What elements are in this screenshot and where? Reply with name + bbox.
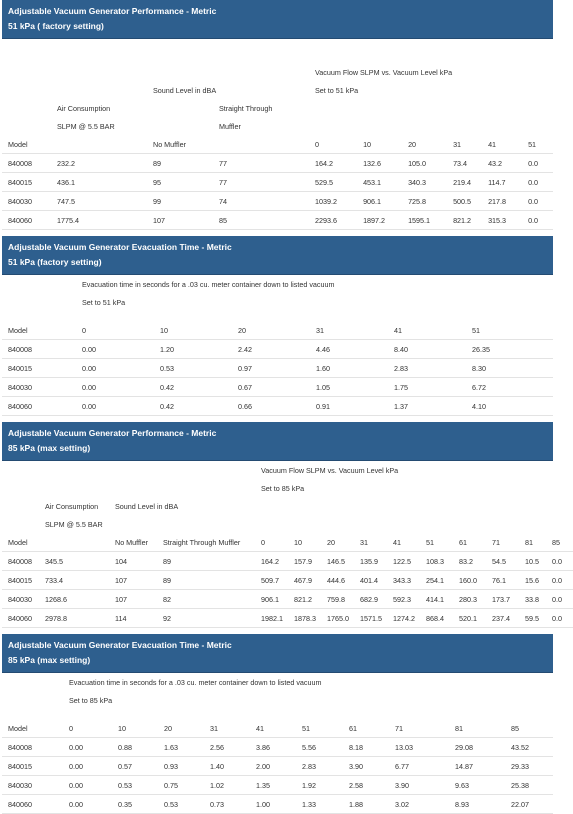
value-cell: 0.0 — [546, 571, 573, 590]
value-cell: 444.6 — [321, 571, 354, 590]
value-cell: 1765.0 — [321, 609, 354, 628]
value-cell: 13.03 — [389, 738, 449, 757]
level-header: 51 — [426, 537, 434, 547]
value-cell: 1.02 — [204, 776, 250, 795]
section-subtitle: 51 kPa (factory setting) — [8, 257, 102, 267]
level-header: 0 — [315, 139, 319, 149]
value-cell: 343.3 — [387, 571, 420, 590]
value-cell: 59.5 — [519, 609, 546, 628]
no-muffler-cell: 95 — [147, 173, 213, 192]
value-cell: 2.58 — [343, 776, 389, 795]
model-cell: 840060 — [2, 211, 51, 230]
value-cell: 906.1 — [357, 192, 402, 211]
level-header: 41 — [256, 723, 264, 733]
value-cell: 1.20 — [154, 340, 232, 359]
section-header — [2, 236, 553, 275]
value-cell: 132.6 — [357, 154, 402, 173]
table-row — [2, 397, 553, 416]
model-cell: 840008 — [2, 154, 51, 173]
value-cell: 592.3 — [387, 590, 420, 609]
air-consumption-header: Air Consumption — [45, 501, 99, 511]
value-cell: 217.8 — [482, 192, 522, 211]
air-cell: 436.1 — [51, 173, 147, 192]
table-row — [2, 738, 553, 757]
value-cell: 0.91 — [310, 397, 388, 416]
value-cell: 1.75 — [388, 378, 466, 397]
level-header: 31 — [360, 537, 368, 547]
value-cell: 6.72 — [466, 378, 553, 397]
value-cell: 43.2 — [482, 154, 522, 173]
straight-cell: 89 — [157, 552, 255, 571]
section-header — [2, 0, 553, 39]
value-cell: 0.0 — [546, 609, 573, 628]
value-cell: 0.57 — [112, 757, 158, 776]
value-cell: 3.86 — [250, 738, 296, 757]
value-cell: 1.00 — [250, 795, 296, 814]
value-cell: 1878.3 — [288, 609, 321, 628]
level-header: 10 — [363, 139, 372, 149]
no-muffler-cell: 89 — [147, 154, 213, 173]
level-header: 10 — [294, 537, 302, 547]
value-cell: 135.9 — [354, 552, 387, 571]
level-header: 10 — [118, 723, 126, 733]
straight-through-header: Straight Through — [219, 103, 273, 113]
air-consumption-unit: SLPM @ 5.5 BAR — [45, 519, 103, 529]
value-cell: 0.73 — [204, 795, 250, 814]
value-cell: 76.1 — [486, 571, 519, 590]
value-cell: 1571.5 — [354, 609, 387, 628]
model-cell: 840030 — [2, 776, 63, 795]
straight-cell: 77 — [213, 173, 309, 192]
value-cell: 509.7 — [255, 571, 288, 590]
value-cell: 254.1 — [420, 571, 453, 590]
value-cell: 29.33 — [505, 757, 553, 776]
straight-through-header-2: Muffler — [219, 121, 241, 131]
value-cell: 1.88 — [343, 795, 389, 814]
no-muffler-header: No Muffler — [115, 537, 149, 547]
level-header: 51 — [472, 325, 480, 335]
value-cell: 2.42 — [232, 340, 310, 359]
value-cell: 2.83 — [296, 757, 343, 776]
value-cell: 15.6 — [519, 571, 546, 590]
evacuation-85-table — [2, 673, 553, 814]
value-cell: 453.1 — [357, 173, 402, 192]
performance-85-table — [2, 461, 573, 628]
value-cell: 3.90 — [343, 757, 389, 776]
value-cell: 1039.2 — [309, 192, 357, 211]
level-header: 71 — [395, 723, 403, 733]
level-header: 31 — [453, 139, 462, 149]
section-subtitle: 85 kPa (max setting) — [8, 655, 91, 665]
flow-subheader: Set to 51 kPa — [315, 85, 359, 95]
level-header: 0 — [261, 537, 265, 547]
value-cell: 219.4 — [447, 173, 482, 192]
level-header: 20 — [408, 139, 417, 149]
air-cell: 1775.4 — [51, 211, 147, 230]
value-cell: 0.93 — [158, 757, 204, 776]
level-header: 31 — [210, 723, 218, 733]
value-cell: 682.9 — [354, 590, 387, 609]
air-cell: 733.4 — [39, 571, 109, 590]
straight-cell: 92 — [157, 609, 255, 628]
model-cell: 840015 — [2, 173, 51, 192]
section-title: Adjustable Vacuum Generator Evacuation Time - Metric — [8, 242, 232, 252]
section-title: Adjustable Vacuum Generator Performance - Metric — [8, 6, 217, 16]
value-cell: 280.3 — [453, 590, 486, 609]
value-cell: 122.5 — [387, 552, 420, 571]
table-row — [2, 378, 553, 397]
table-row — [2, 211, 553, 230]
model-cell: 840030 — [2, 590, 39, 609]
no-muffler-header: No Muffler — [153, 139, 187, 149]
value-cell: 0.53 — [154, 359, 232, 378]
table-row — [2, 776, 553, 795]
value-cell: 520.1 — [453, 609, 486, 628]
value-cell: 821.2 — [447, 211, 482, 230]
level-header: 20 — [164, 723, 172, 733]
model-cell: 840008 — [2, 340, 76, 359]
value-cell: 54.5 — [486, 552, 519, 571]
no-muffler-cell: 104 — [109, 552, 157, 571]
value-cell: 43.52 — [505, 738, 553, 757]
value-cell: 0.00 — [76, 397, 154, 416]
value-cell: 14.87 — [449, 757, 505, 776]
value-cell: 0.0 — [522, 211, 553, 230]
value-cell: 83.2 — [453, 552, 486, 571]
value-cell: 237.4 — [486, 609, 519, 628]
value-cell: 1982.1 — [255, 609, 288, 628]
flow-subheader: Set to 85 kPa — [261, 483, 305, 493]
value-cell: 2.00 — [250, 757, 296, 776]
straight-cell: 85 — [213, 211, 309, 230]
value-cell: 0.53 — [158, 795, 204, 814]
value-cell: 9.63 — [449, 776, 505, 795]
evacuation-description: Evacuation time in seconds for a .03 cu. meter container down to listed vacuum — [82, 279, 335, 289]
value-cell: 3.90 — [389, 776, 449, 795]
air-consumption-header: Air Consumption — [57, 103, 111, 113]
value-cell: 467.9 — [288, 571, 321, 590]
value-cell: 26.35 — [466, 340, 553, 359]
table-row — [2, 590, 573, 609]
value-cell: 401.4 — [354, 571, 387, 590]
section-header — [2, 634, 553, 673]
model-header: Model — [8, 537, 28, 547]
value-cell: 8.93 — [449, 795, 505, 814]
section-title: Adjustable Vacuum Generator Performance - Metric — [8, 428, 217, 438]
level-header: 85 — [552, 537, 560, 547]
value-cell: 0.97 — [232, 359, 310, 378]
model-header: Model — [8, 325, 28, 335]
value-cell: 1.60 — [310, 359, 388, 378]
value-cell: 114.7 — [482, 173, 522, 192]
value-cell: 0.0 — [522, 192, 553, 211]
value-cell: 2.83 — [388, 359, 466, 378]
flow-group-header: Vacuum Flow SLPM vs. Vacuum Level kPa — [315, 67, 453, 77]
level-header: 20 — [238, 325, 246, 335]
table-row — [2, 340, 553, 359]
value-cell: 29.08 — [449, 738, 505, 757]
evacuation-85-section — [2, 634, 553, 814]
model-cell: 840030 — [2, 192, 51, 211]
table-row — [2, 192, 553, 211]
model-cell: 840060 — [2, 397, 76, 416]
value-cell: 0.00 — [63, 738, 112, 757]
value-cell: 0.66 — [232, 397, 310, 416]
value-cell: 0.0 — [546, 552, 573, 571]
evacuation-51-section — [2, 236, 553, 416]
straight-cell: 77 — [213, 154, 309, 173]
model-cell: 840030 — [2, 378, 76, 397]
air-cell: 747.5 — [51, 192, 147, 211]
no-muffler-cell: 114 — [109, 609, 157, 628]
level-header: 10 — [160, 325, 168, 335]
model-cell: 840060 — [2, 609, 39, 628]
level-header: 81 — [525, 537, 533, 547]
level-header: 41 — [394, 325, 402, 335]
evacuation-subheader: Set to 85 kPa — [69, 695, 113, 705]
table-row — [2, 173, 553, 192]
value-cell: 6.77 — [389, 757, 449, 776]
value-cell: 0.42 — [154, 378, 232, 397]
value-cell: 105.0 — [402, 154, 447, 173]
value-cell: 4.10 — [466, 397, 553, 416]
value-cell: 1.40 — [204, 757, 250, 776]
value-cell: 25.38 — [505, 776, 553, 795]
performance-85-section — [2, 422, 562, 628]
flow-group-header: Vacuum Flow SLPM vs. Vacuum Level kPa — [261, 465, 399, 475]
section-subtitle: 51 kPa ( factory setting) — [8, 21, 104, 31]
value-cell: 0.0 — [522, 154, 553, 173]
evacuation-51-table — [2, 275, 553, 416]
value-cell: 0.67 — [232, 378, 310, 397]
value-cell: 0.35 — [112, 795, 158, 814]
table-row — [2, 757, 553, 776]
level-header: 71 — [492, 537, 500, 547]
model-cell: 840015 — [2, 757, 63, 776]
value-cell: 5.56 — [296, 738, 343, 757]
sound-group-header: Sound Level in dBA — [115, 501, 179, 511]
value-cell: 33.8 — [519, 590, 546, 609]
value-cell: 164.2 — [309, 154, 357, 173]
value-cell: 160.0 — [453, 571, 486, 590]
no-muffler-cell: 107 — [147, 211, 213, 230]
value-cell: 1.63 — [158, 738, 204, 757]
value-cell: 1274.2 — [387, 609, 420, 628]
straight-cell: 82 — [157, 590, 255, 609]
performance-51-table — [2, 39, 553, 230]
value-cell: 73.4 — [447, 154, 482, 173]
evacuation-description: Evacuation time in seconds for a .03 cu. meter container down to listed vacuum — [69, 677, 322, 687]
value-cell: 821.2 — [288, 590, 321, 609]
value-cell: 22.07 — [505, 795, 553, 814]
performance-51-section — [2, 0, 553, 230]
level-header: 81 — [455, 723, 463, 733]
value-cell: 340.3 — [402, 173, 447, 192]
value-cell: 8.18 — [343, 738, 389, 757]
table-row — [2, 552, 573, 571]
value-cell: 10.5 — [519, 552, 546, 571]
value-cell: 3.02 — [389, 795, 449, 814]
section-header — [2, 422, 553, 461]
straight-cell: 89 — [157, 571, 255, 590]
value-cell: 0.00 — [63, 757, 112, 776]
value-cell: 725.8 — [402, 192, 447, 211]
value-cell: 315.3 — [482, 211, 522, 230]
value-cell: 0.00 — [76, 378, 154, 397]
value-cell: 500.5 — [447, 192, 482, 211]
level-header: 41 — [488, 139, 497, 149]
section-title: Adjustable Vacuum Generator Evacuation Time - Metric — [8, 640, 232, 650]
table-row — [2, 359, 553, 378]
value-cell: 1.33 — [296, 795, 343, 814]
sound-group-header: Sound Level in dBA — [153, 85, 217, 95]
model-cell: 840015 — [2, 571, 39, 590]
air-cell: 1268.6 — [39, 590, 109, 609]
level-header: 0 — [82, 325, 86, 335]
value-cell: 146.5 — [321, 552, 354, 571]
level-header: 51 — [528, 139, 537, 149]
value-cell: 2293.6 — [309, 211, 357, 230]
model-header: Model — [8, 139, 28, 149]
value-cell: 8.40 — [388, 340, 466, 359]
value-cell: 2.56 — [204, 738, 250, 757]
value-cell: 906.1 — [255, 590, 288, 609]
table-row — [2, 795, 553, 814]
value-cell: 0.00 — [76, 340, 154, 359]
value-cell: 529.5 — [309, 173, 357, 192]
value-cell: 8.30 — [466, 359, 553, 378]
no-muffler-cell: 107 — [109, 590, 157, 609]
section-subtitle: 85 kPa (max setting) — [8, 443, 91, 453]
level-header: 31 — [316, 325, 324, 335]
value-cell: 0.42 — [154, 397, 232, 416]
straight-through-header: Straight Through Muffler — [163, 537, 241, 547]
table-row — [2, 571, 573, 590]
value-cell: 1.92 — [296, 776, 343, 795]
evacuation-subheader: Set to 51 kPa — [82, 297, 126, 307]
table-row — [2, 154, 553, 173]
value-cell: 0.88 — [112, 738, 158, 757]
value-cell: 1.35 — [250, 776, 296, 795]
value-cell: 173.7 — [486, 590, 519, 609]
level-header: 0 — [69, 723, 73, 733]
value-cell: 0.0 — [546, 590, 573, 609]
table-row — [2, 609, 573, 628]
value-cell: 4.46 — [310, 340, 388, 359]
value-cell: 414.1 — [420, 590, 453, 609]
air-cell: 2978.8 — [39, 609, 109, 628]
model-cell: 840015 — [2, 359, 76, 378]
level-header: 20 — [327, 537, 335, 547]
level-header: 51 — [302, 723, 310, 733]
value-cell: 0.0 — [522, 173, 553, 192]
value-cell: 0.00 — [63, 776, 112, 795]
level-header: 61 — [459, 537, 467, 547]
no-muffler-cell: 99 — [147, 192, 213, 211]
model-cell: 840008 — [2, 738, 63, 757]
value-cell: 0.00 — [63, 795, 112, 814]
value-cell: 157.9 — [288, 552, 321, 571]
value-cell: 1.37 — [388, 397, 466, 416]
straight-cell: 74 — [213, 192, 309, 211]
value-cell: 0.00 — [76, 359, 154, 378]
value-cell: 1.05 — [310, 378, 388, 397]
value-cell: 759.8 — [321, 590, 354, 609]
value-cell: 108.3 — [420, 552, 453, 571]
level-header: 85 — [511, 723, 519, 733]
air-consumption-unit: SLPM @ 5.5 BAR — [57, 121, 115, 131]
model-cell: 840008 — [2, 552, 39, 571]
value-cell: 868.4 — [420, 609, 453, 628]
no-muffler-cell: 107 — [109, 571, 157, 590]
value-cell: 1897.2 — [357, 211, 402, 230]
value-cell: 164.2 — [255, 552, 288, 571]
level-header: 41 — [393, 537, 401, 547]
air-cell: 345.5 — [39, 552, 109, 571]
level-header: 61 — [349, 723, 357, 733]
model-cell: 840060 — [2, 795, 63, 814]
value-cell: 1595.1 — [402, 211, 447, 230]
air-cell: 232.2 — [51, 154, 147, 173]
value-cell: 0.75 — [158, 776, 204, 795]
value-cell: 0.53 — [112, 776, 158, 795]
model-header: Model — [8, 723, 28, 733]
